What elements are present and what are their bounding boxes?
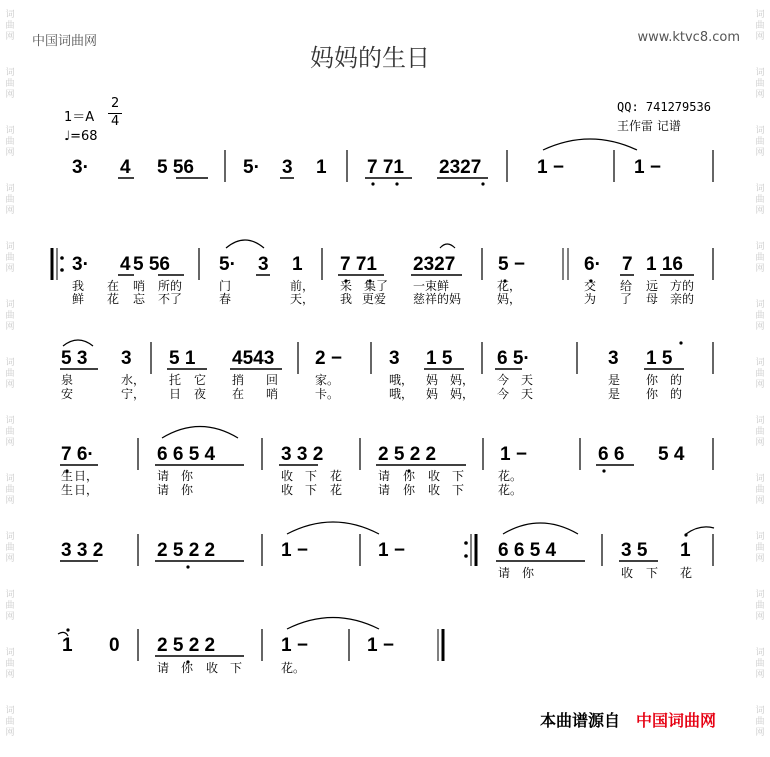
note: 4: [120, 254, 131, 275]
note: 1 16: [646, 254, 683, 275]
lyric: 你: [522, 566, 535, 580]
watermark-text: 词 曲 网: [5, 358, 15, 390]
watermark-text: 词 曲 网: [5, 416, 15, 448]
watermark-text: 词 曲 网: [755, 416, 765, 448]
tie: [543, 139, 637, 150]
lyric: 母: [646, 292, 659, 306]
note: 2327: [413, 254, 456, 275]
lyric: 花: [330, 469, 343, 483]
watermark-text: 词 曲 网: [755, 68, 765, 100]
note: 3·: [72, 254, 89, 275]
footer-source-label: 本曲谱源自: [540, 711, 621, 730]
note: 2 5 2 2: [378, 444, 437, 465]
watermark-text: 词 曲 网: [755, 10, 765, 42]
slur: [63, 340, 93, 346]
lyric: 花: [107, 292, 120, 306]
note: 5·: [243, 157, 260, 178]
lyric: 生: [61, 469, 74, 483]
note: 1 −: [500, 444, 527, 465]
lyric: 收: [428, 483, 441, 497]
lyric: 集了: [364, 279, 389, 293]
watermark-text: 词 曲 网: [755, 300, 765, 332]
lyric: 你: [646, 373, 659, 387]
lyric: 我: [72, 279, 85, 293]
watermark-text: 词 曲 网: [5, 184, 15, 216]
lyric: 日，: [74, 469, 99, 483]
lyric: 春: [219, 292, 232, 306]
note: 5 1: [169, 348, 196, 369]
note: 2327: [439, 157, 482, 178]
note: 5 −: [498, 254, 525, 275]
watermark-text: 词 曲 网: [5, 532, 15, 564]
lyric: 夜: [194, 387, 207, 401]
lyric: 更爱: [362, 292, 387, 306]
score-row-4: [60, 427, 713, 498]
lyric: 请: [378, 469, 391, 483]
lyric: 请: [378, 483, 391, 497]
note: 6 5·: [497, 348, 530, 369]
watermark-text: 词 曲 网: [5, 68, 15, 100]
lyric: 为: [584, 292, 597, 306]
lyric: 你: [181, 483, 194, 497]
lyric: 是: [608, 387, 621, 401]
quarter-note-icon: ♩: [64, 129, 71, 144]
lyric: 卡。: [315, 387, 340, 401]
lyric: 花，: [497, 279, 522, 293]
lyric: 妈: [426, 373, 439, 387]
lyric: 宁，: [121, 387, 146, 401]
note: 7: [622, 254, 633, 275]
lyric: 在: [107, 279, 120, 293]
note: 3: [121, 348, 132, 369]
note: 3: [258, 254, 269, 275]
lyric: 天: [521, 387, 534, 401]
watermark-text: 词 曲 网: [755, 532, 765, 564]
lyric: 亲的: [670, 292, 695, 306]
note: 1 −: [367, 635, 394, 656]
watermark-text: 词 曲 网: [755, 706, 765, 738]
lyric: 一束鲜: [413, 279, 450, 293]
score-row-3: [60, 340, 713, 401]
lyric: 你: [181, 661, 194, 675]
lyric: 花。: [498, 483, 523, 497]
note: 2 −: [315, 348, 342, 369]
lyric: 所的: [158, 279, 183, 293]
lyric: 门: [219, 279, 232, 293]
lyric: 下: [230, 661, 243, 675]
lyric: 收: [206, 661, 219, 675]
lyric: 今: [497, 373, 510, 387]
note: 3·: [72, 157, 89, 178]
tempo-value: =68: [70, 129, 98, 144]
note: 7 71: [340, 254, 377, 275]
lyric: 请: [157, 469, 170, 483]
watermark-text: 词 曲 网: [755, 126, 765, 158]
note: 7 6·: [61, 444, 94, 465]
lyric: 鲜: [72, 292, 85, 306]
score-row-1: [72, 139, 713, 186]
note: 6 6 5 4: [498, 540, 557, 561]
footer-brand-link[interactable]: 中国词曲网: [636, 711, 717, 730]
lyric: 花: [680, 566, 693, 580]
score-row-2: [52, 240, 713, 306]
lyric: 水，: [121, 373, 146, 387]
note: 3: [389, 348, 400, 369]
lyric: 哦，: [389, 373, 414, 387]
contact-qq: QQ: 741279536: [617, 100, 711, 114]
lyric: 今: [497, 387, 510, 401]
tie: [287, 522, 379, 534]
lyric: 下: [646, 566, 659, 580]
slur: [503, 523, 578, 534]
lyric: 妈: [426, 387, 439, 401]
song-title: 妈妈的生日: [310, 44, 430, 72]
note: 4543: [232, 348, 275, 369]
lyric: 收: [621, 566, 634, 580]
note: 1 −: [634, 157, 661, 178]
watermark-text: 词 曲 网: [5, 126, 15, 158]
lyric: 请: [498, 566, 511, 580]
lyric: 给: [620, 279, 633, 293]
site-url: www.ktvc8.com: [637, 30, 740, 45]
lyric: 前，: [290, 279, 315, 293]
lyric: 哦，: [389, 387, 414, 401]
lyric: 哨: [266, 387, 279, 401]
lyric: 你: [181, 469, 194, 483]
footer-source: [540, 708, 716, 731]
watermark-text: 词 曲 网: [755, 242, 765, 274]
lyric: 回: [266, 373, 279, 387]
note: 5 56: [157, 157, 194, 178]
note: 1: [316, 157, 327, 178]
lyric: 哨: [133, 279, 146, 293]
note: 5 4: [658, 444, 685, 465]
note: 6 6: [598, 444, 625, 465]
lyric: 妈，: [450, 387, 475, 401]
lyric: 我: [340, 292, 353, 306]
note: 6·: [584, 254, 601, 275]
watermark-text: 词 曲 网: [5, 706, 15, 738]
lyric: 在: [232, 387, 245, 401]
lyric: 安: [61, 387, 74, 401]
lyric: 采: [340, 279, 353, 293]
lyric: 你: [403, 483, 416, 497]
site-name: 中国词曲网: [32, 34, 98, 49]
lyric: 下: [305, 469, 318, 483]
lyric: 的: [670, 373, 683, 387]
lyric: 捎: [232, 373, 245, 387]
note: 1 −: [281, 540, 308, 561]
watermark-text: 词 曲 网: [755, 358, 765, 390]
tie: [686, 527, 714, 534]
watermark-text: 词 曲 网: [755, 648, 765, 680]
lyric: 下: [452, 483, 465, 497]
watermark-text: 词 曲 网: [755, 474, 765, 506]
lyric: 请: [157, 661, 170, 675]
lyric: 花。: [498, 469, 523, 483]
note: 1: [292, 254, 303, 275]
note: 0: [109, 635, 120, 656]
lyric: 是: [608, 373, 621, 387]
lyric: 忘: [133, 292, 146, 306]
note: 1 −: [281, 635, 308, 656]
note: 3 3 2: [61, 540, 104, 561]
lyric: 生: [61, 483, 74, 497]
watermark-text: 词 曲 网: [755, 590, 765, 622]
lyric: 日，: [74, 483, 99, 497]
watermark-text: 词 曲 网: [5, 10, 15, 42]
lyric: 日: [169, 387, 182, 401]
note: 1: [62, 635, 73, 656]
lyric: 天: [521, 373, 534, 387]
lyric: 下: [452, 469, 465, 483]
note: 7 71: [367, 157, 404, 178]
watermark-text: 词 曲 网: [5, 648, 15, 680]
note: 5·: [219, 254, 236, 275]
lyric: 家。: [315, 373, 340, 387]
lyric: 花: [330, 483, 343, 497]
lyric: 的: [670, 387, 683, 401]
note: 4: [120, 157, 131, 178]
time-signature-top: 2: [111, 96, 120, 111]
lyric: 托: [169, 373, 182, 387]
note: 3 3 2: [281, 444, 324, 465]
lyric: 慈祥的妈: [413, 292, 462, 306]
transcriber: 王作雷 记谱: [617, 119, 681, 133]
lyric: 你: [403, 469, 416, 483]
lyric: 它: [194, 373, 207, 387]
lyric: 不了: [158, 292, 183, 306]
score-row-5: [60, 522, 714, 580]
key-signature: 1＝A: [64, 110, 95, 125]
slur: [440, 244, 455, 248]
note: 3: [608, 348, 619, 369]
lyric: 天，: [290, 292, 315, 306]
note: 1: [680, 540, 691, 561]
lyric: 了: [620, 292, 633, 306]
watermark-text: 词 曲 网: [5, 590, 15, 622]
note: 3 5: [621, 540, 648, 561]
watermark-text: 词 曲 网: [5, 300, 15, 332]
note: 3: [282, 157, 293, 178]
note: 5 3: [61, 348, 88, 369]
lyric: 泉: [61, 373, 74, 387]
lyric: 远: [646, 279, 659, 293]
lyric: 收: [428, 469, 441, 483]
note: 5 56: [133, 254, 170, 275]
note: 2 5 2 2: [157, 540, 216, 561]
slur: [226, 240, 264, 248]
score-row-6: [58, 618, 443, 676]
tie: [287, 618, 379, 630]
lyric: 请: [157, 483, 170, 497]
slur: [162, 427, 238, 439]
note: 1 5: [426, 348, 453, 369]
lyric: 交: [584, 279, 597, 293]
note: 1 5: [646, 348, 673, 369]
note: 2 5 2 2: [157, 635, 216, 656]
lyric: 花。: [281, 661, 306, 675]
watermark-text: 词 曲 网: [5, 242, 15, 274]
watermark-text: 词 曲 网: [755, 184, 765, 216]
lyric: 你: [646, 387, 659, 401]
lyric: 方的: [670, 279, 695, 293]
time-signature-bottom: 4: [111, 114, 120, 129]
lyric: 收: [281, 469, 294, 483]
lyric: 收: [281, 483, 294, 497]
lyric: 妈，: [450, 373, 475, 387]
note: 1 −: [537, 157, 564, 178]
note: 6 6 5 4: [157, 444, 216, 465]
watermark-text: 词 曲 网: [5, 474, 15, 506]
lyric: 妈，: [497, 292, 522, 306]
lyric: 下: [305, 483, 318, 497]
note: 1 −: [378, 540, 405, 561]
